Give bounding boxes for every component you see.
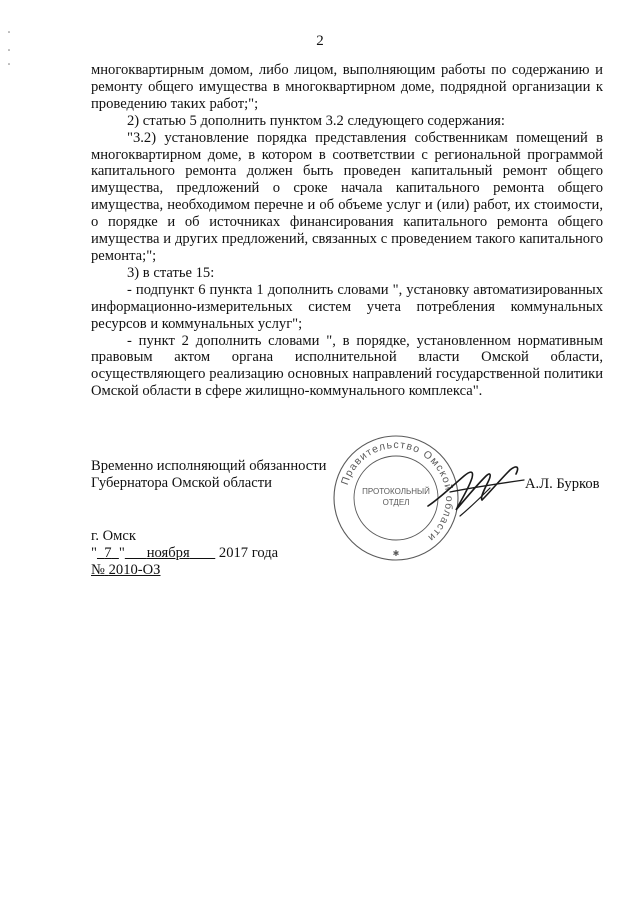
signatory-title-line-1: Временно исполняющий обязанности <box>91 458 327 474</box>
paragraph-subpoint-6: - подпункт 6 пункта 1 дополнить словами ", установку автоматизированных информационно-измерительных систем учета потребления коммунальных ресурсов и коммунальных услуг"; <box>91 281 603 332</box>
document-body <box>91 62 603 400</box>
date-month: ноября <box>146 545 190 561</box>
signatory-title <box>91 458 326 492</box>
date-day: 7 <box>104 545 112 561</box>
svg-text:✱: ✱ <box>392 549 400 558</box>
place-and-date-block <box>91 528 278 579</box>
signatory-title-line-2: Губернатора Омской области <box>91 475 272 491</box>
place-of-signing: г. Омск <box>91 528 136 544</box>
handwritten-signature <box>420 458 530 528</box>
law-number-value: 2010-ОЗ <box>108 562 161 578</box>
date-year: 2017 года <box>218 545 279 561</box>
paragraph-item-2: 2) статью 5 дополнить пунктом 3.2 следующего содержания: <box>127 112 505 129</box>
paragraph-continuation: многоквартирным домом, либо лицом, выполняющим работы по содержанию и ремонту общего имущества в многоквартирном доме, подрядной организации к проведению таких работ;"; <box>91 62 603 112</box>
signing-date <box>91 545 278 562</box>
paragraph-item-3: 3) в статье 15: <box>127 264 215 281</box>
paragraph-point-2: - пункт 2 дополнить словами ", в порядке, установленном нормативным правовым актом органа исполнительной власти Омской области, осуществляющего реализацию основных направлений государственной политики Омской области в сфере жилищно-коммунального комплекса". <box>91 332 603 400</box>
law-number-prefix: № <box>91 562 105 578</box>
signatory-name: А.Л. Бурков <box>525 476 600 492</box>
date-quote-close: " <box>118 545 125 561</box>
law-number <box>91 562 278 579</box>
stamp-inner-text-1: ПРОТОКОЛЬНЫЙ <box>362 487 430 496</box>
paragraph-point-3-2: "3.2) установление порядка представления собственникам помещений в многоквартирном доме, в котором в соответствии с региональной программой капитального ремонта должен быть проведен капитальный ремонт общего имущества, предложений о сроке начала капитального ремонта общего имущества, необходимом перечне и об объеме услуг и (или) работ, их стоимости, о порядке и об источниках финансирования капитального ремонта общего имущества и других предложений, связанных с проведением такого капитального ремонта;"; <box>91 129 603 264</box>
stamp-ring-text: Правительство Омской области <box>338 438 456 545</box>
stamp-inner-text-2: ОТДЕЛ <box>382 498 410 507</box>
date-quote-open: " <box>91 545 97 561</box>
page-number: 2 <box>316 33 324 49</box>
